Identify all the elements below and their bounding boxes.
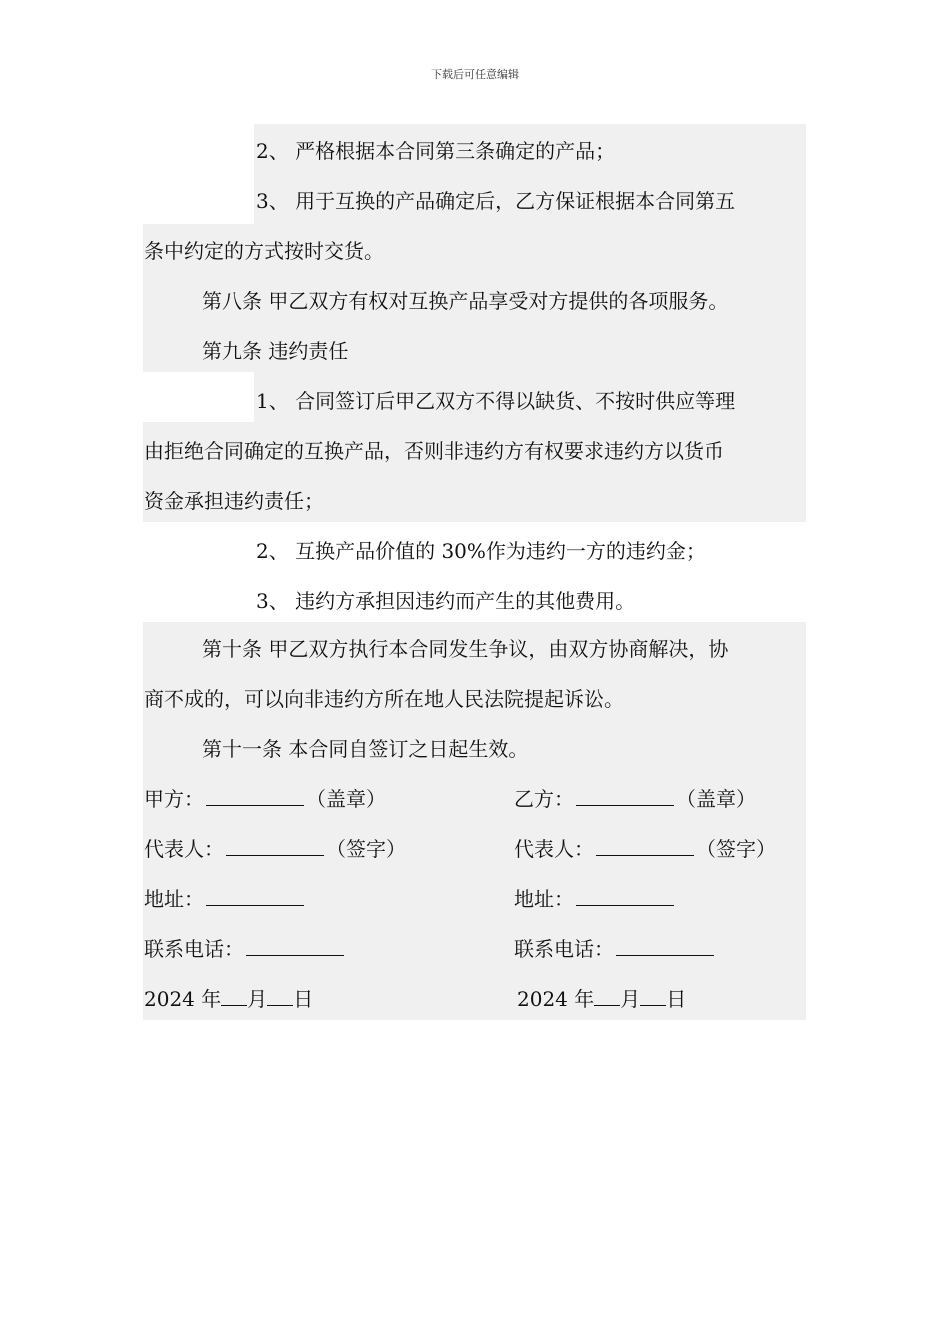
party-b-blank <box>576 787 674 806</box>
party-b-day-blank <box>640 987 666 1006</box>
party-a-phone-label: 联系电话： <box>144 937 244 961</box>
clause-7-item-3: 3、 用于互换的产品确定后，乙方保证根据本合同第五 <box>256 189 736 213</box>
party-a-address-label: 地址： <box>144 887 204 911</box>
clause-9-heading: 第九条 违约责任 <box>202 339 349 363</box>
party-b-month-blank <box>594 987 620 1006</box>
party-a-date-year: 2024 年 <box>144 987 222 1011</box>
party-a-date-month: 月 <box>247 987 268 1011</box>
clause-9-item-1-cont: 由拒绝合同确定的互换产品，否则非违约方有权要求违约方以货币 <box>144 439 724 463</box>
party-b-row <box>514 787 756 811</box>
page-header: 下载后可任意编辑 <box>431 68 519 81</box>
party-a-sign: （签字） <box>326 837 406 861</box>
clause-9-item-1-cont2: 资金承担违约责任； <box>144 489 324 513</box>
party-b-phone-blank <box>616 937 714 956</box>
clause-10-cont: 商不成的，可以向非违约方所在地人民法院提起诉讼。 <box>144 687 624 711</box>
party-a-rep-blank <box>226 837 324 856</box>
party-a-date-day: 日 <box>293 987 314 1011</box>
clause-10: 第十条 甲乙双方执行本合同发生争议，由双方协商解决，协 <box>202 637 729 661</box>
party-b-rep-blank <box>596 837 694 856</box>
party-b-seal: （盖章） <box>676 787 756 811</box>
party-b-phone-row <box>514 937 716 961</box>
party-a-address-blank <box>206 887 304 906</box>
party-b-date-day: 日 <box>666 987 687 1011</box>
clause-9-item-2: 2、 互换产品价值的 30%作为违约一方的违约金； <box>256 539 706 563</box>
party-a-blank <box>206 787 304 806</box>
party-a-row <box>144 787 386 811</box>
party-a-day-blank <box>267 987 293 1006</box>
party-b-date-month: 月 <box>620 987 641 1011</box>
party-b-date-row <box>517 987 686 1011</box>
clause-11: 第十一条 本合同自签订之日起生效。 <box>202 737 529 761</box>
party-a-date-row <box>144 987 313 1011</box>
party-a-label: 甲方： <box>144 787 204 811</box>
party-a-rep-label: 代表人： <box>144 837 224 861</box>
party-b-rep-row <box>514 837 776 861</box>
party-b-address-label: 地址： <box>514 887 574 911</box>
clause-7-item-3-cont: 条中约定的方式按时交货。 <box>144 239 384 263</box>
party-b-rep-label: 代表人： <box>514 837 594 861</box>
party-a-phone-row <box>144 937 346 961</box>
party-b-address-row <box>514 887 676 911</box>
clause-7-item-2: 2、 严格根据本合同第三条确定的产品； <box>256 139 616 163</box>
clause-9-item-1: 1、 合同签订后甲乙双方不得以缺货、不按时供应等理 <box>256 389 736 413</box>
party-a-month-blank <box>221 987 247 1006</box>
party-b-sign: （签字） <box>696 837 776 861</box>
party-b-date-year: 2024 年 <box>517 987 595 1011</box>
party-b-label: 乙方： <box>514 787 574 811</box>
party-b-address-blank <box>576 887 674 906</box>
party-b-phone-label: 联系电话： <box>514 937 614 961</box>
party-a-rep-row <box>144 837 406 861</box>
clause-9-item-3: 3、 违约方承担因违约而产生的其他费用。 <box>256 589 636 613</box>
party-a-seal: （盖章） <box>306 787 386 811</box>
party-a-phone-blank <box>246 937 344 956</box>
clause-8: 第八条 甲乙双方有权对互换产品享受对方提供的各项服务。 <box>202 289 729 313</box>
party-a-address-row <box>144 887 306 911</box>
